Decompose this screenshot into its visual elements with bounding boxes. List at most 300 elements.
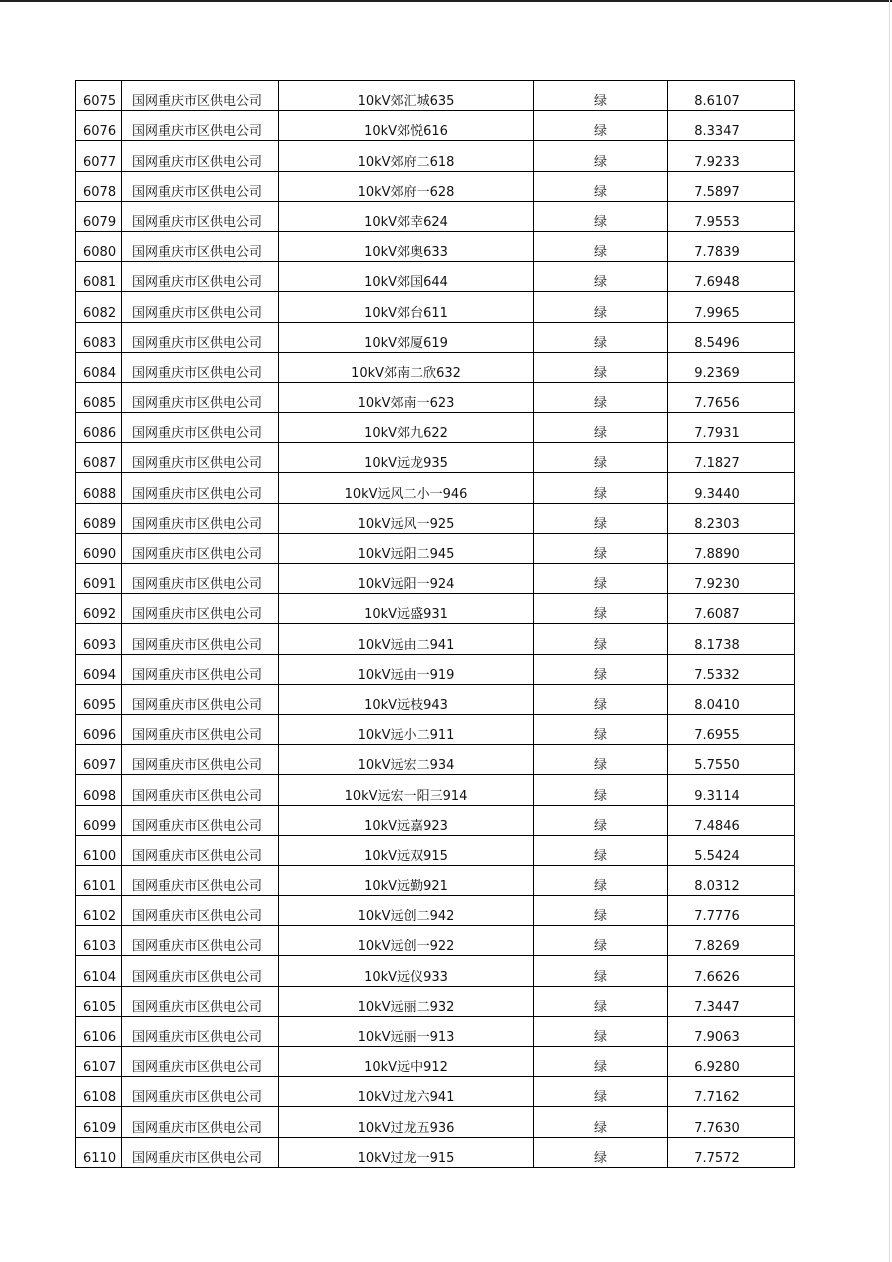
line-name-text: 10kV远勤921 <box>364 879 448 895</box>
row-id-text: 6097 <box>83 758 117 774</box>
company-text: 国网重庆市区供电公司 <box>132 365 263 381</box>
table-body <box>76 81 795 1168</box>
table-row <box>76 292 795 322</box>
status-text: 绿 <box>593 486 607 502</box>
company-text: 国网重庆市区供电公司 <box>132 94 263 110</box>
value-text: 7.5332 <box>694 667 740 683</box>
row-id-text: 6109 <box>83 1120 117 1136</box>
row-id-cell <box>76 986 122 1016</box>
table-row <box>76 684 795 714</box>
row-id-cell <box>76 503 122 533</box>
company-cell <box>122 805 279 835</box>
company-cell <box>122 1137 279 1167</box>
status-text: 绿 <box>593 365 607 381</box>
value-text: 8.6107 <box>694 94 740 110</box>
status-text: 绿 <box>593 245 607 261</box>
row-id-text: 6101 <box>83 879 117 895</box>
status-cell <box>534 503 668 533</box>
line-name-text: 10kV远宏二934 <box>357 758 455 774</box>
table-row <box>76 111 795 141</box>
table-row <box>76 986 795 1016</box>
line-name-text: 10kV远由二941 <box>357 637 455 653</box>
row-id-cell <box>76 805 122 835</box>
table-row <box>76 533 795 563</box>
status-text: 绿 <box>593 1150 607 1166</box>
company-text: 国网重庆市区供电公司 <box>132 214 263 230</box>
status-cell <box>534 865 668 895</box>
status-cell <box>534 473 668 503</box>
value-text: 8.2303 <box>694 516 740 532</box>
line-name-text: 10kV远枝943 <box>364 697 448 713</box>
row-id-text: 6080 <box>83 245 117 261</box>
company-cell <box>122 382 279 412</box>
value-cell <box>668 413 795 443</box>
status-text: 绿 <box>593 637 607 653</box>
row-id-text: 6095 <box>83 697 117 713</box>
company-text: 国网重庆市区供电公司 <box>132 697 263 713</box>
table-row <box>76 956 795 986</box>
line-name-text: 10kV郊汇城635 <box>357 94 455 110</box>
line-name-cell <box>279 654 534 684</box>
value-cell <box>668 141 795 171</box>
row-id-text: 6096 <box>83 728 117 744</box>
line-name-text: 10kV远风一925 <box>357 516 455 532</box>
value-text: 7.7162 <box>694 1090 740 1106</box>
value-cell <box>668 473 795 503</box>
value-cell <box>668 322 795 352</box>
status-cell <box>534 986 668 1016</box>
company-cell <box>122 775 279 805</box>
status-text: 绿 <box>593 848 607 864</box>
value-text: 7.6955 <box>694 728 740 744</box>
company-cell <box>122 443 279 473</box>
company-text: 国网重庆市区供电公司 <box>132 999 263 1015</box>
line-name-text: 10kV远小二911 <box>357 728 455 744</box>
row-id-cell <box>76 533 122 563</box>
status-cell <box>534 352 668 382</box>
status-cell <box>534 292 668 322</box>
line-name-cell <box>279 1137 534 1167</box>
status-cell <box>534 141 668 171</box>
row-id-cell <box>76 262 122 292</box>
company-cell <box>122 896 279 926</box>
row-id-cell <box>76 956 122 986</box>
company-cell <box>122 1047 279 1077</box>
table-row <box>76 81 795 111</box>
company-text: 国网重庆市区供电公司 <box>132 607 263 623</box>
table-row <box>76 654 795 684</box>
line-name-text: 10kV远创一922 <box>357 939 455 955</box>
row-id-cell <box>76 111 122 141</box>
company-text: 国网重庆市区供电公司 <box>132 818 263 834</box>
row-id-cell <box>76 896 122 926</box>
table-row <box>76 1137 795 1167</box>
line-name-cell <box>279 564 534 594</box>
value-text: 5.7550 <box>694 758 740 774</box>
company-cell <box>122 926 279 956</box>
row-id-cell <box>76 594 122 624</box>
row-id-cell <box>76 1047 122 1077</box>
row-id-cell <box>76 81 122 111</box>
row-id-text: 6082 <box>83 305 117 321</box>
value-cell <box>668 231 795 261</box>
company-text: 国网重庆市区供电公司 <box>132 1120 263 1136</box>
status-text: 绿 <box>593 335 607 351</box>
table-row <box>76 1047 795 1077</box>
status-cell <box>534 1077 668 1107</box>
line-name-text: 10kV远阳一924 <box>357 577 455 593</box>
line-name-text: 10kV郊南一623 <box>357 396 455 412</box>
value-text: 7.7630 <box>694 1120 740 1136</box>
value-text: 7.9230 <box>694 577 740 593</box>
status-text: 绿 <box>593 456 607 472</box>
company-text: 国网重庆市区供电公司 <box>132 547 263 562</box>
table-row <box>76 865 795 895</box>
company-cell <box>122 292 279 322</box>
company-text: 国网重庆市区供电公司 <box>132 245 263 261</box>
table-row <box>76 141 795 171</box>
page-right-edge <box>889 0 890 1262</box>
row-id-cell <box>76 201 122 231</box>
table-row <box>76 564 795 594</box>
value-text: 7.7656 <box>694 396 740 412</box>
value-cell <box>668 714 795 744</box>
row-id-text: 6077 <box>83 154 117 170</box>
row-id-text: 6086 <box>83 426 117 442</box>
value-cell <box>668 171 795 201</box>
line-name-cell <box>279 141 534 171</box>
line-name-cell <box>279 443 534 473</box>
status-cell <box>534 413 668 443</box>
value-cell <box>668 624 795 654</box>
value-cell <box>668 684 795 714</box>
line-name-cell <box>279 171 534 201</box>
row-id-cell <box>76 654 122 684</box>
status-cell <box>534 684 668 714</box>
row-id-cell <box>76 1137 122 1167</box>
company-text: 国网重庆市区供电公司 <box>132 396 263 412</box>
value-cell <box>668 805 795 835</box>
row-id-cell <box>76 443 122 473</box>
row-id-text: 6089 <box>83 516 117 532</box>
line-name-cell <box>279 322 534 352</box>
row-id-cell <box>76 624 122 654</box>
status-cell <box>534 111 668 141</box>
value-text: 9.2369 <box>694 365 740 381</box>
row-id-text: 6087 <box>83 456 117 472</box>
value-cell <box>668 926 795 956</box>
value-cell <box>668 865 795 895</box>
company-text: 国网重庆市区供电公司 <box>132 486 263 502</box>
line-name-cell <box>279 81 534 111</box>
line-name-cell <box>279 805 534 835</box>
line-name-text: 10kV远龙935 <box>364 456 448 472</box>
company-cell <box>122 503 279 533</box>
status-text: 绿 <box>593 697 607 713</box>
value-text: 8.3347 <box>694 124 740 140</box>
company-cell <box>122 231 279 261</box>
value-cell <box>668 533 795 563</box>
company-cell <box>122 322 279 352</box>
row-id-cell <box>76 926 122 956</box>
line-name-text: 10kV郊奥633 <box>364 245 448 261</box>
value-text: 7.6087 <box>694 607 740 623</box>
row-id-cell <box>76 865 122 895</box>
table-row <box>76 1077 795 1107</box>
company-cell <box>122 1016 279 1046</box>
table-row <box>76 262 795 292</box>
value-text: 7.9965 <box>694 305 740 321</box>
row-id-text: 6085 <box>83 396 117 412</box>
row-id-text: 6110 <box>83 1150 117 1166</box>
status-cell <box>534 262 668 292</box>
value-text: 9.3440 <box>694 486 740 502</box>
status-cell <box>534 745 668 775</box>
row-id-text: 6100 <box>83 848 117 864</box>
status-text: 绿 <box>593 396 607 412</box>
company-cell <box>122 684 279 714</box>
table-row <box>76 171 795 201</box>
value-text: 7.7572 <box>694 1150 740 1166</box>
table-row <box>76 201 795 231</box>
status-text: 绿 <box>593 999 607 1015</box>
value-cell <box>668 443 795 473</box>
status-cell <box>534 201 668 231</box>
value-text: 7.9063 <box>694 1030 740 1045</box>
status-text: 绿 <box>593 879 607 895</box>
value-text: 8.0410 <box>694 697 740 713</box>
company-cell <box>122 533 279 563</box>
row-id-text: 6092 <box>83 607 117 623</box>
row-id-text: 6102 <box>83 909 117 925</box>
line-name-cell <box>279 865 534 895</box>
status-text: 绿 <box>593 214 607 230</box>
table-row <box>76 624 795 654</box>
line-name-text: 10kV郊台611 <box>364 305 448 321</box>
table-row <box>76 473 795 503</box>
row-id-cell <box>76 382 122 412</box>
row-id-cell <box>76 684 122 714</box>
table-row <box>76 926 795 956</box>
line-name-cell <box>279 111 534 141</box>
company-cell <box>122 624 279 654</box>
data-table <box>75 80 795 1168</box>
row-id-cell <box>76 171 122 201</box>
row-id-text: 6098 <box>83 788 117 804</box>
value-cell <box>668 835 795 865</box>
status-text: 绿 <box>593 516 607 532</box>
status-text: 绿 <box>593 124 607 140</box>
status-cell <box>534 896 668 926</box>
value-text: 7.6948 <box>694 275 740 291</box>
company-text: 国网重庆市区供电公司 <box>132 577 263 593</box>
row-id-text: 6075 <box>83 94 117 110</box>
status-text: 绿 <box>593 788 607 804</box>
line-name-text: 10kV过龙一915 <box>357 1150 455 1166</box>
status-cell <box>534 956 668 986</box>
status-cell <box>534 382 668 412</box>
company-cell <box>122 714 279 744</box>
line-name-text: 10kV郊九622 <box>364 426 448 442</box>
company-text: 国网重庆市区供电公司 <box>132 909 263 925</box>
value-text: 7.3447 <box>694 999 740 1015</box>
line-name-cell <box>279 1047 534 1077</box>
status-cell <box>534 443 668 473</box>
status-text: 绿 <box>593 1030 607 1045</box>
company-cell <box>122 1077 279 1107</box>
status-cell <box>534 714 668 744</box>
row-id-text: 6088 <box>83 486 117 502</box>
value-cell <box>668 1137 795 1167</box>
line-name-cell <box>279 896 534 926</box>
line-name-text: 10kV郊国644 <box>364 275 448 291</box>
line-name-text: 10kV远盛931 <box>364 607 448 623</box>
status-text: 绿 <box>593 667 607 683</box>
value-cell <box>668 1047 795 1077</box>
line-name-cell <box>279 986 534 1016</box>
row-id-text: 6106 <box>83 1030 117 1045</box>
company-text: 国网重庆市区供电公司 <box>132 758 263 774</box>
row-id-cell <box>76 835 122 865</box>
company-text: 国网重庆市区供电公司 <box>132 1150 263 1166</box>
company-text: 国网重庆市区供电公司 <box>132 788 263 804</box>
status-text: 绿 <box>593 154 607 170</box>
company-text: 国网重庆市区供电公司 <box>132 1030 263 1045</box>
company-cell <box>122 835 279 865</box>
row-id-cell <box>76 1016 122 1046</box>
company-text: 国网重庆市区供电公司 <box>132 275 263 291</box>
line-name-cell <box>279 533 534 563</box>
company-cell <box>122 352 279 382</box>
line-name-text: 10kV郊府一628 <box>357 184 455 200</box>
status-cell <box>534 1107 668 1137</box>
table-row <box>76 322 795 352</box>
status-cell <box>534 1047 668 1077</box>
line-name-cell <box>279 714 534 744</box>
company-text: 国网重庆市区供电公司 <box>132 969 263 985</box>
value-text: 8.0312 <box>694 879 740 895</box>
line-name-cell <box>279 926 534 956</box>
line-name-text: 10kV郊厦619 <box>364 335 448 351</box>
status-text: 绿 <box>593 94 607 110</box>
table-row <box>76 775 795 805</box>
row-id-text: 6091 <box>83 577 117 593</box>
row-id-text: 6090 <box>83 547 117 562</box>
company-cell <box>122 81 279 111</box>
company-cell <box>122 956 279 986</box>
company-cell <box>122 201 279 231</box>
line-name-text: 10kV远仪933 <box>364 969 448 985</box>
table-row <box>76 714 795 744</box>
value-text: 7.4846 <box>694 818 740 834</box>
status-cell <box>534 775 668 805</box>
line-name-cell <box>279 684 534 714</box>
line-name-cell <box>279 1077 534 1107</box>
row-id-cell <box>76 564 122 594</box>
status-cell <box>534 805 668 835</box>
row-id-cell <box>76 473 122 503</box>
line-name-text: 10kV远嘉923 <box>364 818 448 834</box>
value-cell <box>668 1077 795 1107</box>
company-cell <box>122 865 279 895</box>
company-text: 国网重庆市区供电公司 <box>132 848 263 864</box>
status-cell <box>534 231 668 261</box>
row-id-text: 6093 <box>83 637 117 653</box>
value-cell <box>668 594 795 624</box>
company-cell <box>122 111 279 141</box>
row-id-text: 6081 <box>83 275 117 291</box>
status-text: 绿 <box>593 426 607 442</box>
line-name-cell <box>279 594 534 624</box>
company-text: 国网重庆市区供电公司 <box>132 1060 263 1076</box>
status-text: 绿 <box>593 969 607 985</box>
status-cell <box>534 171 668 201</box>
value-text: 7.1827 <box>694 456 740 472</box>
company-text: 国网重庆市区供电公司 <box>132 124 263 140</box>
value-cell <box>668 564 795 594</box>
value-cell <box>668 1107 795 1137</box>
status-text: 绿 <box>593 1090 607 1106</box>
table-row <box>76 413 795 443</box>
value-cell <box>668 654 795 684</box>
status-text: 绿 <box>593 1060 607 1076</box>
row-id-cell <box>76 292 122 322</box>
value-cell <box>668 201 795 231</box>
value-text: 7.5897 <box>694 184 740 200</box>
status-text: 绿 <box>593 939 607 955</box>
row-id-cell <box>76 1077 122 1107</box>
row-id-text: 6099 <box>83 818 117 834</box>
company-text: 国网重庆市区供电公司 <box>132 154 263 170</box>
line-name-cell <box>279 503 534 533</box>
company-text: 国网重庆市区供电公司 <box>132 939 263 955</box>
value-text: 8.5496 <box>694 335 740 351</box>
line-name-text: 10kV远宏一阳三914 <box>344 788 468 804</box>
row-id-cell <box>76 352 122 382</box>
line-name-text: 10kV过龙六941 <box>357 1090 455 1106</box>
status-text: 绿 <box>593 577 607 593</box>
status-text: 绿 <box>593 305 607 321</box>
line-name-cell <box>279 292 534 322</box>
row-id-text: 6105 <box>83 999 117 1015</box>
table-row <box>76 805 795 835</box>
row-id-text: 6076 <box>83 124 117 140</box>
row-id-text: 6079 <box>83 214 117 230</box>
company-text: 国网重庆市区供电公司 <box>132 728 263 744</box>
status-cell <box>534 322 668 352</box>
value-cell <box>668 986 795 1016</box>
company-text: 国网重庆市区供电公司 <box>132 879 263 895</box>
status-text: 绿 <box>593 184 607 200</box>
line-name-text: 10kV郊幸624 <box>364 214 448 230</box>
table-row <box>76 1016 795 1046</box>
value-cell <box>668 292 795 322</box>
status-cell <box>534 594 668 624</box>
line-name-cell <box>279 473 534 503</box>
company-text: 国网重庆市区供电公司 <box>132 516 263 532</box>
line-name-text: 10kV郊府二618 <box>357 154 455 170</box>
line-name-text: 10kV远丽二932 <box>357 999 455 1015</box>
line-name-text: 10kV过龙五936 <box>357 1120 455 1136</box>
status-text: 绿 <box>593 728 607 744</box>
company-text: 国网重庆市区供电公司 <box>132 335 263 351</box>
value-text: 5.5424 <box>694 848 740 864</box>
line-name-cell <box>279 775 534 805</box>
table-row <box>76 503 795 533</box>
status-text: 绿 <box>593 909 607 925</box>
row-id-text: 6104 <box>83 969 117 985</box>
row-id-text: 6094 <box>83 667 117 683</box>
